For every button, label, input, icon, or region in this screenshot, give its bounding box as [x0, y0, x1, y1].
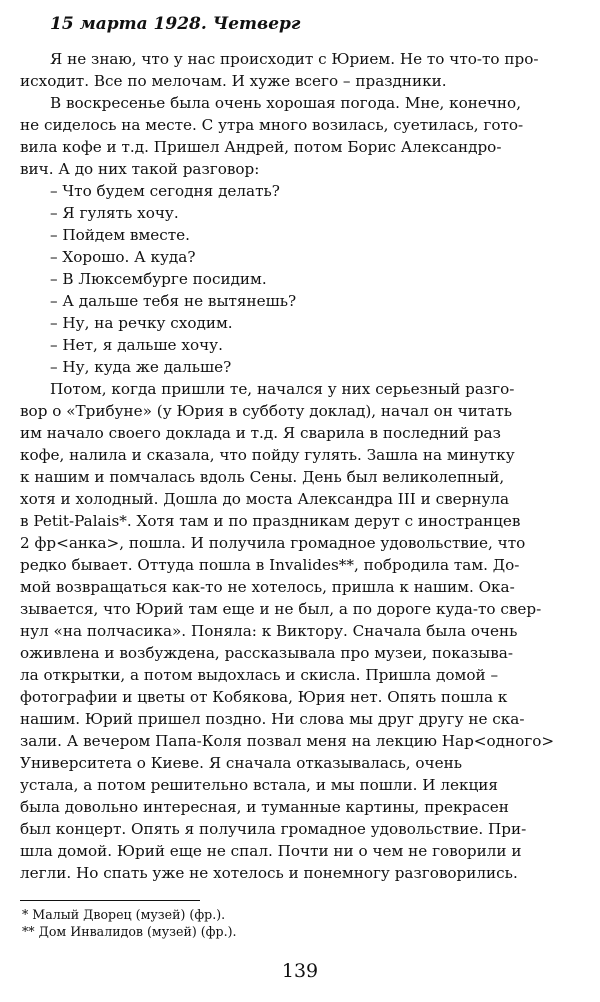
text-line: – Ну, на речку сходим. [50, 314, 233, 332]
text-line: исходит. Все по мелочам. И хуже всего – праздники. [20, 72, 447, 90]
text-line: редко бывает. Оттуда пошла в Invalides**, побродила там. До- [20, 556, 520, 574]
text-line: – Хорошо. А куда? [50, 248, 196, 266]
text-line: Университета о Киеве. Я сначала отказывалась, очень [20, 754, 462, 772]
page-number: 139 [281, 960, 319, 982]
text-line: шла домой. Юрий еще не спал. Почти ни о чем не говорили и [20, 842, 522, 860]
text-line: фотографии и цветы от Кобякова, Юрия нет. Опять пошла к [20, 688, 508, 706]
text-line: не сиделось на месте. С утра много возилась, суетилась, гото- [20, 116, 524, 134]
text-line: была довольно интересная, и туманные картины, прекрасен [20, 798, 509, 816]
text-line: – Я гулять хочу. [50, 204, 179, 222]
text-line: Потом, когда пришли те, начался у них серьезный разго- [50, 380, 515, 398]
text-line: к нашим и помчалась вдоль Сены. День был великолепный, [20, 468, 505, 486]
text-line: В воскресенье была очень хорошая погода. Мне, конечно, [50, 94, 522, 112]
text-line: – Пойдем вместе. [50, 226, 190, 244]
text-line: нашим. Юрий пришел поздно. Ни слова мы друг другу не ска- [20, 710, 525, 728]
text-line: вила кофе и т.д. Пришел Андрей, потом Борис Александро- [20, 138, 502, 156]
text-line: легли. Но спать уже не хотелось и понемногу разговорились. [20, 864, 518, 882]
text-line: им начало своего доклада и т.д. Я сварила в последний раз [20, 424, 501, 442]
text-line: зывается, что Юрий там еще и не был, а по дороге куда-то свер- [20, 600, 542, 618]
text-line: вич. А до них такой разговор: [20, 160, 260, 178]
diary-entry-date-heading: 15 марта 1928. Четверг [50, 14, 301, 34]
text-line: устала, а потом решительно встала, и мы пошли. И лекция [20, 776, 498, 794]
text-line: был концерт. Опять я получила громадное удовольствие. При- [20, 820, 527, 838]
footnote-2: ** Дом Инвалидов (музей) (фр.). [22, 924, 237, 939]
text-line: нул «на полчасика». Поняла: к Виктору. Сначала была очень [20, 622, 518, 640]
text-line: вор о «Трибуне» (у Юрия в субботу доклад), начал он читать [20, 402, 513, 420]
text-line: – А дальше тебя не вытянешь? [50, 292, 297, 310]
footnote-1: * Малый Дворец (музей) (фр.). [22, 907, 226, 922]
text-line: – Что будем сегодня делать? [50, 182, 280, 200]
text-line: – Нет, я дальше хочу. [50, 336, 223, 354]
text-line: в Petit-Palais*. Хотя там и по праздникам дерут с иностранцев [20, 512, 521, 530]
text-line: Я не знаю, что у нас происходит с Юрием. Не то что-то про- [50, 50, 539, 68]
text-line: – Ну, куда же дальше? [50, 358, 232, 376]
text-line: ла открытки, а потом выдохлась и скисла. Пришла домой – [20, 666, 499, 684]
text-line: мой возвращаться как-то не хотелось, пришла к нашим. Ока- [20, 578, 515, 596]
footnote-separator [20, 900, 200, 901]
text-line: оживлена и возбуждена, рассказывала про музеи, показыва- [20, 644, 513, 662]
text-line: 2 фр<анка>, пошла. И получила громадное удовольствие, что [20, 534, 526, 552]
text-line: зали. А вечером Папа-Коля позвал меня на лекцию Нар<одного> [20, 732, 555, 750]
text-line: хотя и холодный. Дошла до моста Александра III и свернула [20, 490, 510, 508]
text-line: кофе, налила и сказала, что пойду гулять. Зашла на минутку [20, 446, 515, 464]
text-line: – В Люксембурге посидим. [50, 270, 267, 288]
